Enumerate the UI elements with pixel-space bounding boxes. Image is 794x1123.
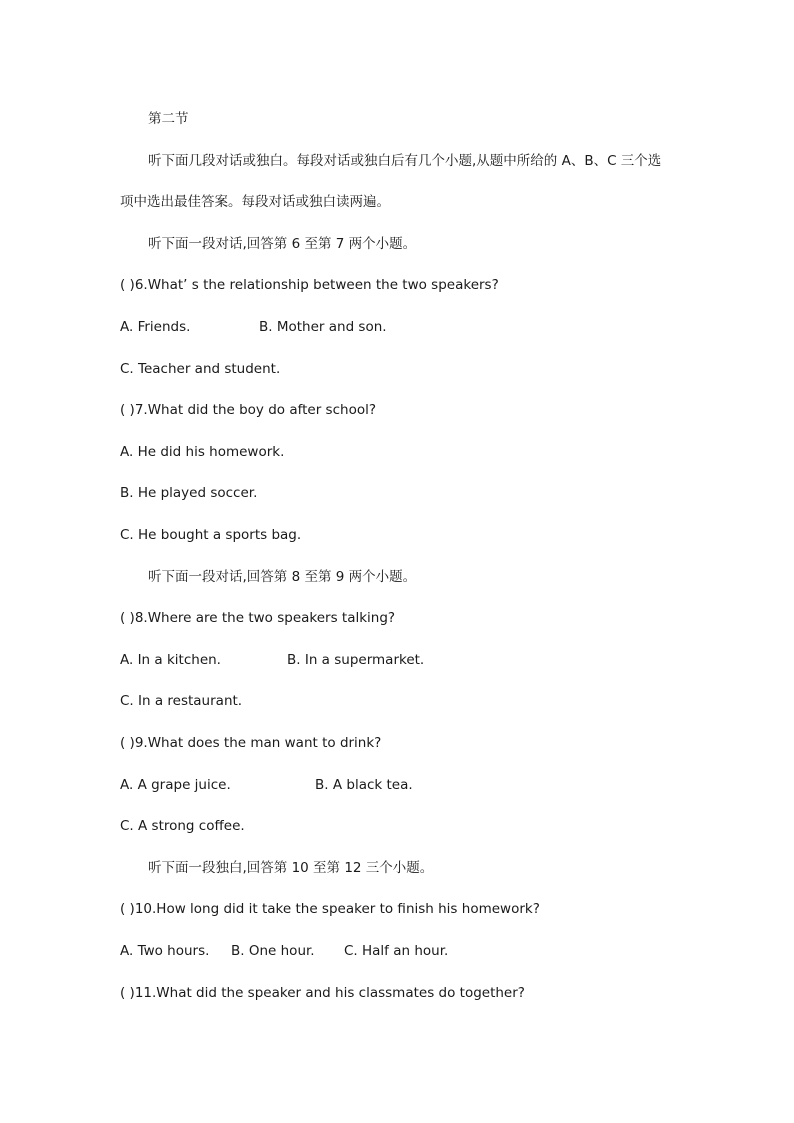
q6-option-b: B. Mother and son. — [259, 319, 387, 335]
instructions-line-1: 听下面几段对话或独白。每段对话或独白后有几个小题,从题中所给的 A、B、C 三个选 — [148, 153, 662, 169]
question-11: ( )11.What did the speaker and his classmates do together? — [120, 985, 525, 1001]
q8-option-b: B. In a supermarket. — [287, 652, 425, 668]
dialogue-intro-2: 听下面一段对话,回答第 8 至第 9 两个小题。 — [148, 569, 417, 585]
question-10: ( )10.How long did it take the speaker to finish his homework? — [120, 901, 540, 917]
q8-option-a: A. In a kitchen. — [120, 652, 221, 668]
question-7: ( )7.What did the boy do after school? — [120, 402, 376, 418]
q9-option-a: A. A grape juice. — [120, 777, 231, 793]
question-9: ( )9.What does the man want to drink? — [120, 735, 382, 751]
q8-option-c: C. In a restaurant. — [120, 693, 243, 709]
q9-option-b: B. A black tea. — [315, 777, 413, 793]
q7-option-c: C. He bought a sports bag. — [120, 527, 302, 543]
instructions-line-2: 项中选出最佳答案。每段对话或独白读两遍。 — [120, 194, 390, 210]
section-title: 第二节 — [148, 111, 189, 127]
question-8: ( )8.Where are the two speakers talking? — [120, 610, 396, 626]
q10-option-a: A. Two hours. — [120, 943, 210, 959]
q7-option-a: A. He did his homework. — [120, 444, 285, 460]
q10-option-b: B. One hour. — [231, 943, 315, 959]
q6-option-c: C. Teacher and student. — [120, 361, 281, 377]
dialogue-intro-1: 听下面一段对话,回答第 6 至第 7 两个小题。 — [148, 236, 417, 252]
question-6: ( )6.What’ s the relationship between the two speakers? — [120, 277, 499, 293]
dialogue-intro-3: 听下面一段独白,回答第 10 至第 12 三个小题。 — [148, 860, 434, 876]
q7-option-b: B. He played soccer. — [120, 485, 258, 501]
q6-option-a: A. Friends. — [120, 319, 191, 335]
q10-option-c: C. Half an hour. — [344, 943, 449, 959]
q9-option-c: C. A strong coffee. — [120, 818, 245, 834]
